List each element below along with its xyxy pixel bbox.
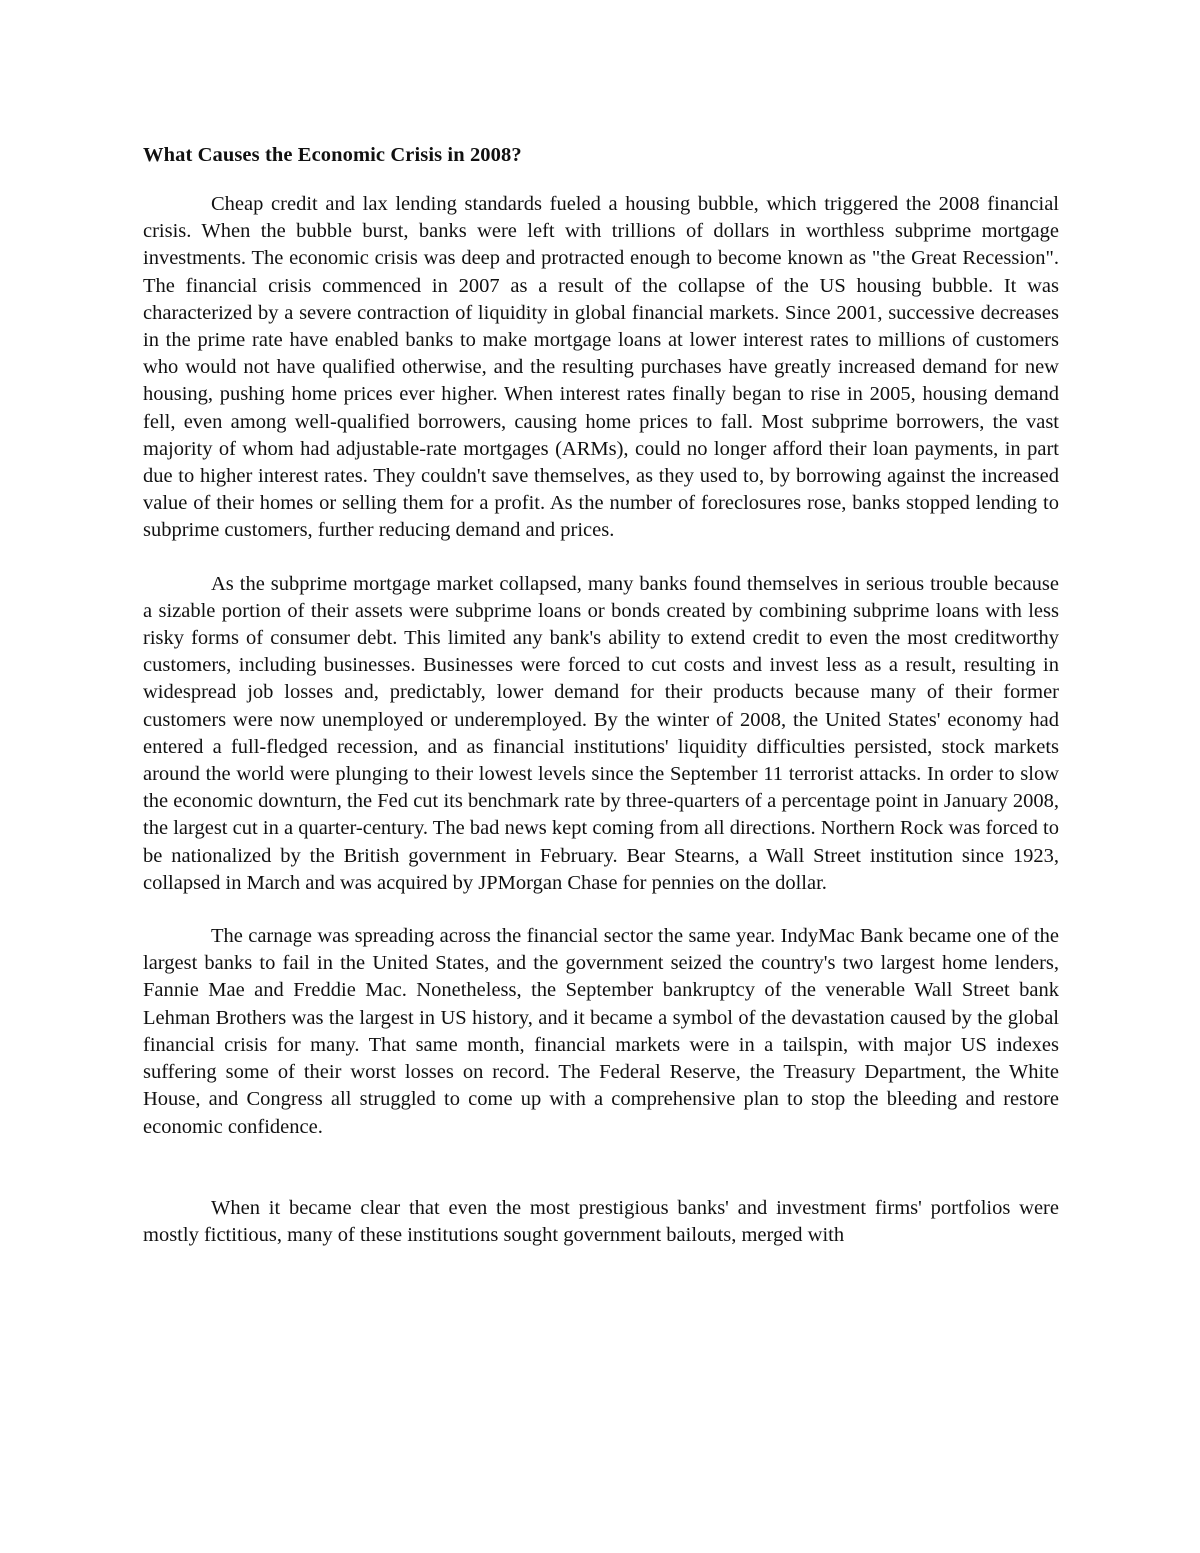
paragraph-2: As the subprime mortgage market collapsed, many banks found themselves in serious trouble because a sizable portion of their assets were subprime loans or bonds created by combining subprime loans with less risky forms of consumer debt. This limited any bank's ability to extend credit to even the most creditworthy customers, including businesses. Businesses were forced to cut costs and invest less as a result, resulting in widespread job losses and, predictably, lower demand for their products because many of their former customers were now unemployed or underemployed. By the winter of 2008, the United States' economy had entered a full-fledged recession, and as financial institutions' liquidity difficulties persisted, stock markets around the world were plunging to their lowest levels since the September 11 terrorist attacks. In order to slow the economic downturn, the Fed cut its benchmark rate by three-quarters of a percentage point in January 2008, the largest cut in a quarter-century. The bad news kept coming from all directions. Northern Rock was forced to be nationalized by the British government in February. Bear Stearns, a Wall Street institution since 1923, collapsed in March and was acquired by JPMorgan Chase for pennies on the dollar. xyxy=(143,572,1059,894)
paragraph-spacer xyxy=(143,897,1059,923)
document-body xyxy=(143,142,1059,1249)
paragraph-spacer xyxy=(143,545,1059,571)
paragraph-3: The carnage was spreading across the financial sector the same year. IndyMac Bank became one of the largest banks to fail in the United States, and the government seized the country's two largest home lenders, Fannie Mae and Freddie Mac. Nonetheless, the September bankruptcy of the venerable Wall Street bank Lehman Brothers was the largest in US history, and it became a symbol of the devastation caused by the global financial crisis for many. That same month, financial markets were in a tailspin, with major US indexes suffering some of their worst losses on record. The Federal Reserve, the Treasury Department, the White House, and Congress all struggled to come up with a comprehensive plan to stop the bleeding and restore economic confidence. xyxy=(143,925,1059,1138)
document-title: What Causes the Economic Crisis in 2008? xyxy=(143,144,522,166)
paragraph-1: Cheap credit and lax lending standards fueled a housing bubble, which triggered the 2008 financial crisis. When the bubble burst, banks were left with trillions of dollars in worthless subprime mortgage investments. The economic crisis was deep and protracted enough to become known as "the Great Recession". The financial crisis commenced in 2007 as a result of the collapse of the US housing bubble. It was characterized by a severe contraction of liquidity in global financial markets. Since 2001, successive decreases in the prime rate have enabled banks to make mortgage loans at lower interest rates to millions of customers who would not have qualified otherwise, and the resulting purchases have greatly increased demand for new housing, pushing home prices ever higher. When interest rates finally began to rise in 2005, housing demand fell, even among well-qualified borrowers, causing home prices to fall. Most subprime borrowers, the vast majority of whom had adjustable-rate mortgages (ARMs), could no longer afford their loan payments, in part due to higher interest rates. They couldn't save themselves, as they used to, by borrowing against the increased value of their homes or selling them for a profit. As the number of foreclosures rose, banks stopped lending to subprime customers, further reducing demand and prices. xyxy=(143,193,1059,542)
paragraph-4: When it became clear that even the most prestigious banks' and investment firms' portfolios were mostly fictitious, many of these institutions sought government bailouts, merged with xyxy=(143,1196,1059,1246)
paragraph-spacer xyxy=(143,1141,1059,1195)
